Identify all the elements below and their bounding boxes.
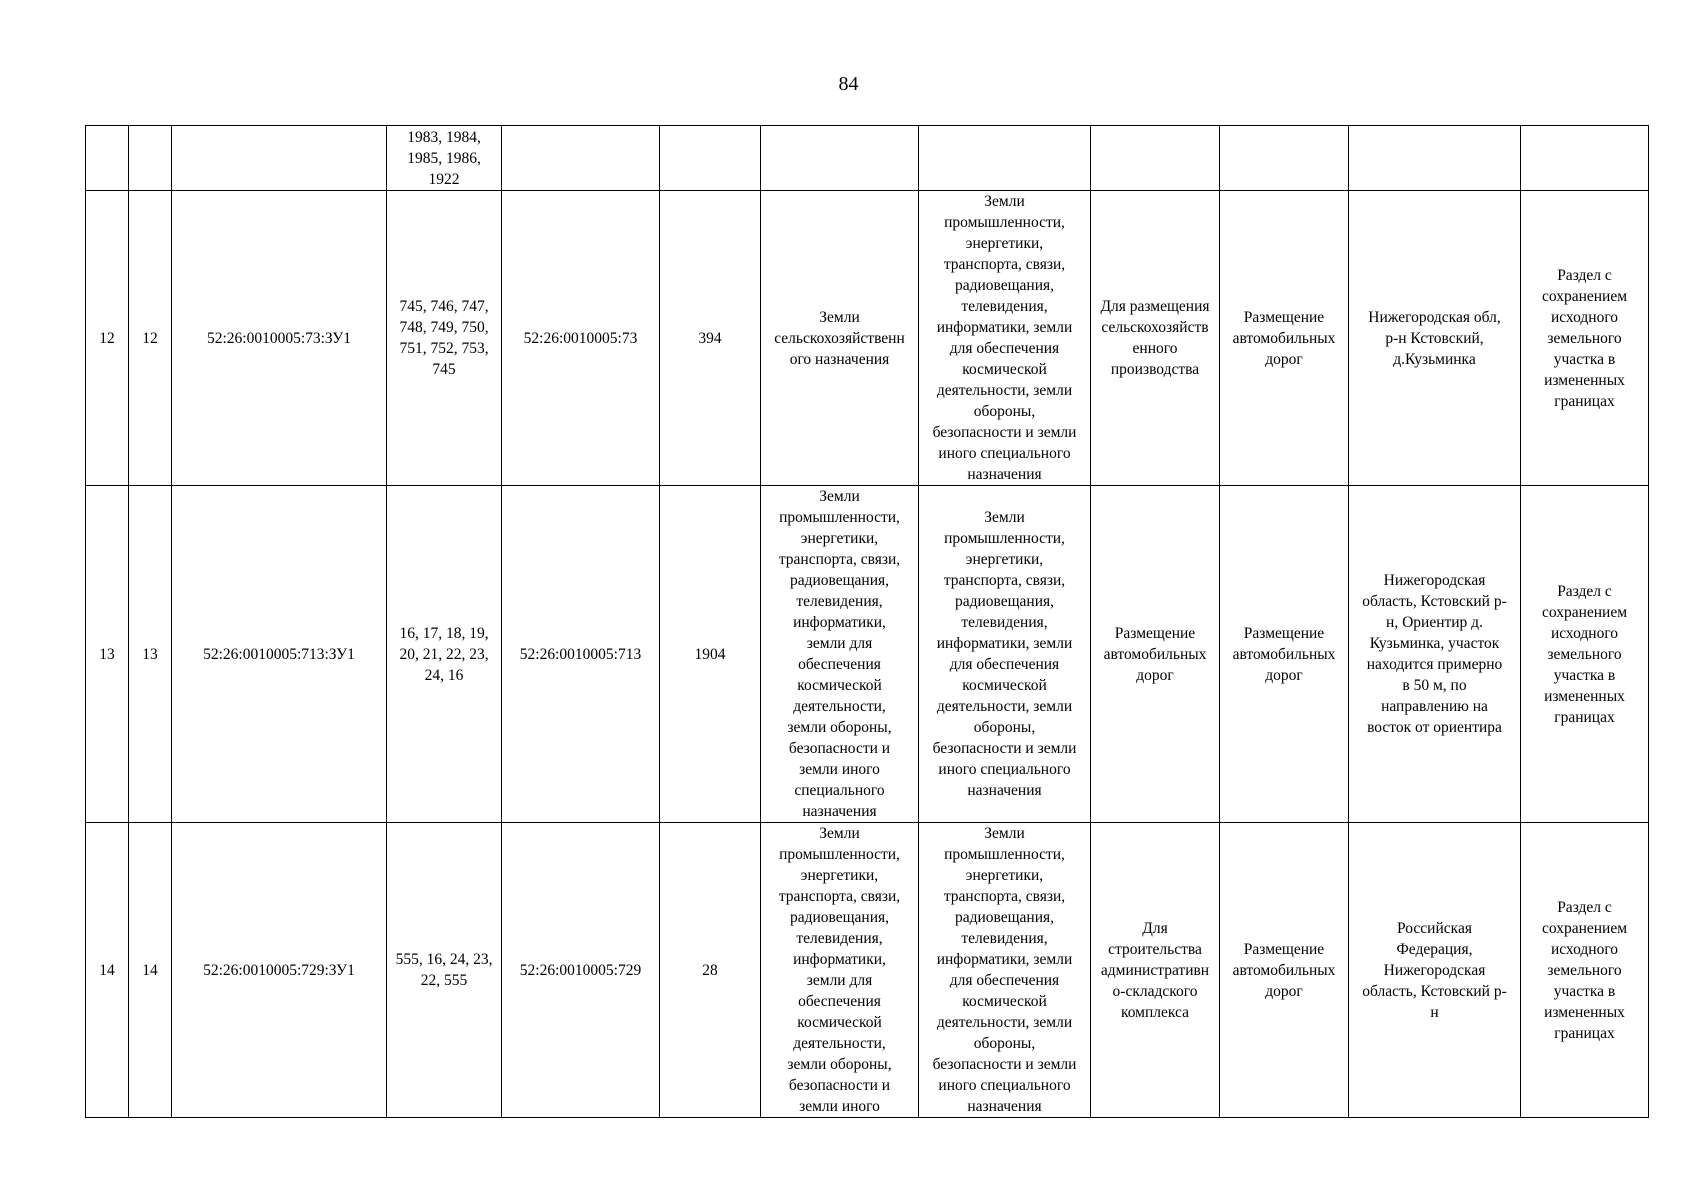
cell-new-cadastral-number: 52:26:0010005:73:ЗУ1 xyxy=(172,191,387,486)
cell-address: Нижегородская обл, р-н Кстовский, д.Кузьминка xyxy=(1349,191,1521,486)
cell-empty xyxy=(1091,126,1220,191)
cell-category-before: Земли сельскохозяйственн ого назначения xyxy=(761,191,919,486)
table-row xyxy=(86,823,1649,1118)
cell-use-before: Для строительства административн о-складского комплекса xyxy=(1091,823,1220,1118)
cell-plot-number: 14 xyxy=(129,823,172,1118)
cell-use-after: Размещение автомобильных дорог xyxy=(1220,823,1349,1118)
cell-points-continued: 1983, 1984, 1985, 1986, 1922 xyxy=(387,126,502,191)
cell-source-cadastral-number: 52:26:0010005:729 xyxy=(502,823,660,1118)
cell-empty xyxy=(1349,126,1521,191)
cell-formation-method: Раздел с сохранением исходного земельного участка в измененных границах xyxy=(1521,823,1649,1118)
cell-use-after: Размещение автомобильных дорог xyxy=(1220,486,1349,823)
table-row xyxy=(86,486,1649,823)
cell-category-before: Земли промышленности, энергетики, транспорта, связи, радиовещания, телевидения, информатики, земли для обеспечения космической деятельности, земли обороны, безопасности и земли иного xyxy=(761,823,919,1118)
cell-new-cadastral-number: 52:26:0010005:713:ЗУ1 xyxy=(172,486,387,823)
land-plots-table xyxy=(85,125,1649,1118)
cell-address: Нижегородская область, Кстовский р- н, Ориентир д. Кузьминка, участок находится примерно в 50 м, по направлению на восток от ориентира xyxy=(1349,486,1521,823)
cell-row-number: 12 xyxy=(86,191,129,486)
cell-new-cadastral-number: 52:26:0010005:729:ЗУ1 xyxy=(172,823,387,1118)
cell-empty xyxy=(761,126,919,191)
cell-empty xyxy=(129,126,172,191)
cell-category-before: Земли промышленности, энергетики, транспорта, связи, радиовещания, телевидения, информатики, земли для обеспечения космической деятельности, земли обороны, безопасности и земли иного специального назначения xyxy=(761,486,919,823)
cell-empty xyxy=(919,126,1091,191)
cell-use-before: Размещение автомобильных дорог xyxy=(1091,486,1220,823)
cell-category-after: Земли промышленности, энергетики, транспорта, связи, радиовещания, телевидения, информатики, земли для обеспечения космической деятельности, земли обороны, безопасности и земли иного специального назначения xyxy=(919,191,1091,486)
cell-category-after: Земли промышленности, энергетики, транспорта, связи, радиовещания, телевидения, информатики, земли для обеспечения космической деятельности, земли обороны, безопасности и земли иного специального назначения xyxy=(919,486,1091,823)
cell-empty xyxy=(502,126,660,191)
cell-formation-method: Раздел с сохранением исходного земельного участка в измененных границах xyxy=(1521,486,1649,823)
cell-empty xyxy=(1220,126,1349,191)
cell-boundary-points: 555, 16, 24, 23, 22, 555 xyxy=(387,823,502,1118)
cell-empty xyxy=(1521,126,1649,191)
cell-empty xyxy=(86,126,129,191)
cell-empty xyxy=(172,126,387,191)
cell-boundary-points: 16, 17, 18, 19, 20, 21, 22, 23, 24, 16 xyxy=(387,486,502,823)
cell-area: 1904 xyxy=(660,486,761,823)
table-row-continued xyxy=(86,126,1649,191)
cell-empty xyxy=(660,126,761,191)
cell-source-cadastral-number: 52:26:0010005:73 xyxy=(502,191,660,486)
page-number: 84 xyxy=(838,73,859,95)
cell-row-number: 13 xyxy=(86,486,129,823)
cell-area: 28 xyxy=(660,823,761,1118)
cell-row-number: 14 xyxy=(86,823,129,1118)
cell-source-cadastral-number: 52:26:0010005:713 xyxy=(502,486,660,823)
cell-plot-number: 13 xyxy=(129,486,172,823)
cell-address: Российская Федерация, Нижегородская область, Кстовский р- н xyxy=(1349,823,1521,1118)
cell-use-before: Для размещения сельскохозяйств енного производства xyxy=(1091,191,1220,486)
cell-formation-method: Раздел с сохранением исходного земельного участка в измененных границах xyxy=(1521,191,1649,486)
cell-use-after: Размещение автомобильных дорог xyxy=(1220,191,1349,486)
table-row xyxy=(86,191,1649,486)
cell-area: 394 xyxy=(660,191,761,486)
cell-category-after: Земли промышленности, энергетики, транспорта, связи, радиовещания, телевидения, информатики, земли для обеспечения космической деятельности, земли обороны, безопасности и земли иного специального назначения xyxy=(919,823,1091,1118)
cell-plot-number: 12 xyxy=(129,191,172,486)
cell-boundary-points: 745, 746, 747, 748, 749, 750, 751, 752, 753, 745 xyxy=(387,191,502,486)
